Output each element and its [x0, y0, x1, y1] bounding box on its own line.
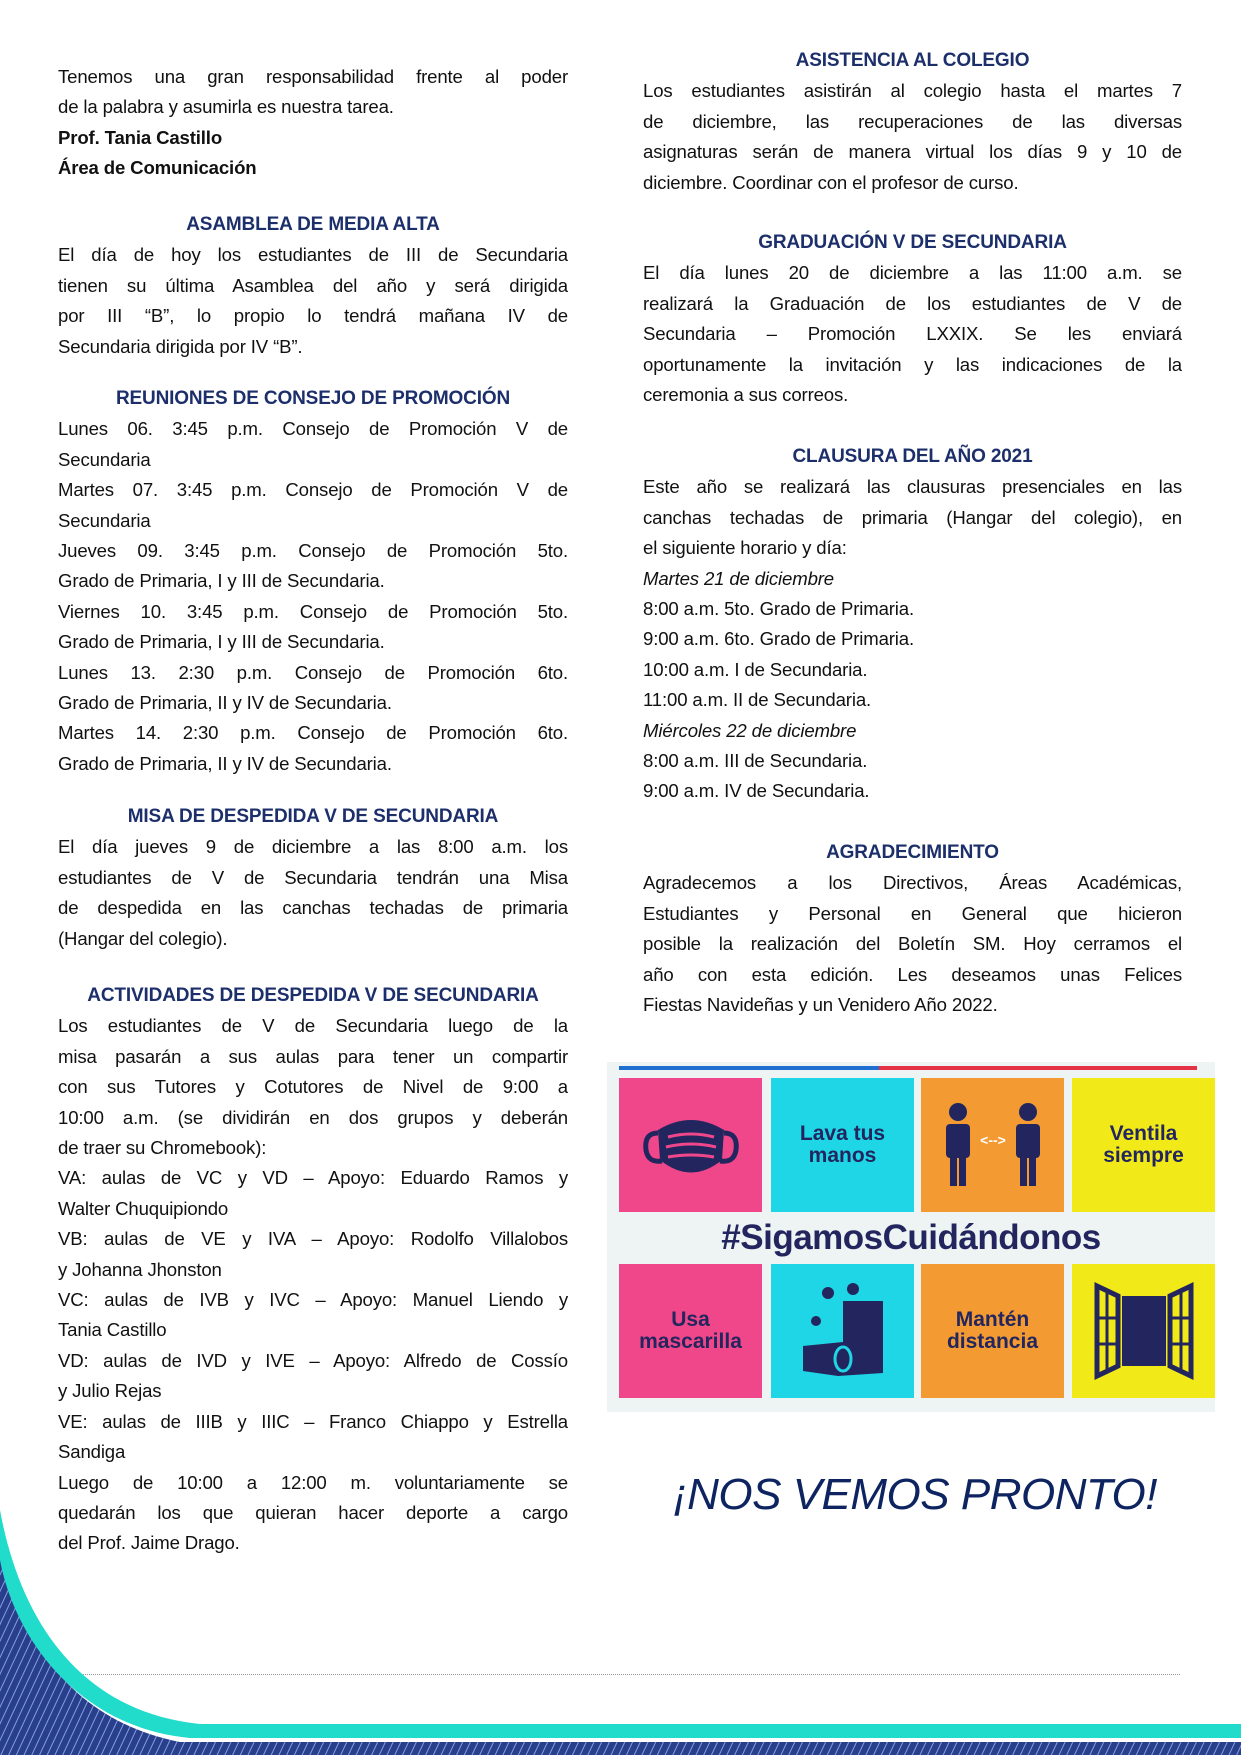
- text-line: misa pasarán a sus aulas para tener un compartir: [58, 1045, 568, 1067]
- text-line: quedarán los que quieran hacer deporte a cargo: [58, 1501, 568, 1523]
- text-line: Grado de Primaria, I y III de Secundaria.: [58, 570, 385, 592]
- text-line: Área de Comunicación: [58, 157, 257, 179]
- text-line: diciembre. Coordinar con el profesor de curso.: [643, 171, 1019, 193]
- poster-tile-label: Ventila siempre: [1072, 1078, 1215, 1212]
- text-line: Tenemos una gran responsabilidad frente al poder: [58, 66, 568, 87]
- text-line: de despedida en las canchas techadas de primaria: [58, 897, 568, 919]
- text-line: Martes 21 de diciembre: [643, 567, 834, 589]
- text-line: con sus Tutores y Cotutores de Nivel de 9:00 a: [58, 1076, 568, 1098]
- text-line: Grado de Primaria, II y IV de Secundaria.: [58, 752, 392, 774]
- text-line: Los estudiantes de V de Secundaria luego de la: [58, 1015, 568, 1037]
- section-heading: ASISTENCIA AL COLEGIO: [795, 50, 1030, 71]
- text-line: año con esta edición. Les deseamos unas Felices: [643, 963, 1182, 985]
- text-line: Tania Castillo: [58, 1319, 167, 1341]
- text-line: Martes 14. 2:30 p.m. Consejo de Promoción 6to.: [58, 722, 568, 744]
- closing-message: ¡NOS VEMOS PRONTO!: [672, 1470, 1158, 1519]
- text-line: 11:00 a.m. II de Secundaria.: [643, 689, 872, 711]
- text-line: Miércoles 22 de diciembre: [643, 719, 857, 741]
- text-line: 9:00 a.m. IV de Secundaria.: [643, 780, 870, 802]
- text-line: Secundaria – Promoción LXXIX. Se les enviará: [643, 323, 1182, 345]
- text-line: por III “B”, lo propio lo tendrá mañana IV de: [58, 305, 568, 327]
- text-line: Sandiga: [58, 1441, 126, 1463]
- text-line: 8:00 a.m. 5to. Grado de Primaria.: [643, 598, 914, 620]
- text-line: Viernes 10. 3:45 p.m. Consejo de Promoción 5to.: [58, 600, 568, 622]
- text-line: del Prof. Jaime Drago.: [58, 1532, 240, 1554]
- text-line: VA: aulas de VC y VD – Apoyo: Eduardo Ramos y: [58, 1167, 568, 1189]
- text-line: Walter Chuquipiondo: [58, 1197, 229, 1219]
- text-line: posible la realización del Boletín SM. Hoy cerramos el: [643, 933, 1182, 955]
- text-line: Luego de 10:00 a 12:00 m. voluntariamente se: [58, 1471, 568, 1493]
- text-line: Lunes 06. 3:45 p.m. Consejo de Promoción V de: [58, 418, 568, 440]
- text-line: realizará la Graduación de los estudiantes de V de: [643, 292, 1182, 314]
- text-line: VE: aulas de IIIB y IIIC – Franco Chiappo y Estrella: [58, 1410, 568, 1432]
- text-line: Agradecemos a los Directivos, Áreas Académicas,: [643, 872, 1182, 894]
- text-line: 10:00 a.m. (se dividirán en dos grupos y deberán: [58, 1106, 568, 1128]
- text-line: oportunamente la invitación y las indicaciones de la: [643, 353, 1182, 375]
- text-line: y Julio Rejas: [58, 1380, 162, 1402]
- text-line: Estudiantes y Personal en General que hicieron: [643, 902, 1182, 924]
- text-line: El día de hoy los estudiantes de III de Secundaria: [58, 244, 568, 266]
- text-line: Secundaria: [58, 448, 151, 470]
- text-line: 9:00 a.m. 6to. Grado de Primaria.: [643, 628, 914, 650]
- text-line: Los estudiantes asistirán al colegio hasta el martes 7: [643, 80, 1182, 102]
- text-line: Fiestas Navideñas y un Venidero Año 2022.: [643, 994, 998, 1016]
- section-heading: CLAUSURA DEL AÑO 2021: [792, 446, 1033, 467]
- text-line: VD: aulas de IVD y IVE – Apoyo: Alfredo de Cossío: [58, 1349, 568, 1371]
- text-line: Secundaria dirigida por IV “B”.: [58, 335, 303, 357]
- text-line: canchas techadas de primaria (Hangar del colegio), en: [643, 506, 1182, 528]
- section-heading: REUNIONES DE CONSEJO DE PROMOCIÓN: [115, 388, 511, 409]
- text-line: VB: aulas de VE y IVA – Apoyo: Rodolfo Villalobos: [58, 1228, 568, 1250]
- section-heading: ASAMBLEA DE MEDIA ALTA: [186, 214, 440, 235]
- text-line: y Johanna Jhonston: [58, 1258, 222, 1280]
- text-line: de la palabra y asumirla es nuestra tarea.: [58, 96, 394, 118]
- poster-tile-label: Usa mascarilla: [619, 1264, 762, 1398]
- text-line: Jueves 09. 3:45 p.m. Consejo de Promoción 5to.: [58, 540, 568, 562]
- text-line: asignaturas serán de manera virtual los días 9 y 10 de: [643, 141, 1182, 163]
- section-heading: ACTIVIDADES DE DESPEDIDA V DE SECUNDARIA: [87, 985, 539, 1006]
- text-line: Prof. Tania Castillo: [58, 126, 223, 148]
- text-line: 8:00 a.m. III de Secundaria.: [643, 750, 868, 772]
- text-line: de diciembre, las recuperaciones de las diversas: [643, 110, 1182, 132]
- text-line: el siguiente horario y día:: [643, 537, 847, 559]
- section-heading: AGRADECIMIENTO: [826, 842, 999, 863]
- text-line: Grado de Primaria, I y III de Secundaria.: [58, 631, 385, 653]
- text-line: tienen su última Asamblea del año y será dirigida: [58, 274, 568, 296]
- text-line: 10:00 a.m. I de Secundaria.: [643, 658, 868, 680]
- text-line: El día jueves 9 de diciembre a las 8:00 a.m. los: [58, 836, 568, 858]
- text-line: Martes 07. 3:45 p.m. Consejo de Promoción V de: [58, 479, 568, 501]
- section-heading: GRADUACIÓN V DE SECUNDARIA: [758, 232, 1067, 253]
- text-line: Grado de Primaria, II y IV de Secundaria.: [58, 692, 392, 714]
- text-line: El día lunes 20 de diciembre a las 11:00 a.m. se: [643, 262, 1182, 284]
- text-line: Lunes 13. 2:30 p.m. Consejo de Promoción 6to.: [58, 661, 568, 683]
- section-heading: MISA DE DESPEDIDA V DE SECUNDARIA: [127, 806, 499, 827]
- text-line: Secundaria: [58, 509, 151, 531]
- svg-text:<-->: <-->: [979, 1132, 1006, 1148]
- text-line: de traer su Chromebook):: [58, 1137, 267, 1159]
- text-line: Este año se realizará las clausuras presenciales en las: [643, 476, 1182, 498]
- poster-hashtag: #SigamosCuidándonos: [721, 1218, 1101, 1257]
- text-line: estudiantes de V de Secundaria tendrán una Misa: [58, 866, 568, 888]
- poster-tile-label: Lava tus manos: [771, 1078, 914, 1212]
- text-line: (Hangar del colegio).: [58, 927, 228, 949]
- text-line: ceremonia a sus correos.: [643, 384, 849, 406]
- text-line: VC: aulas de IVB y IVC – Apoyo: Manuel Liendo y: [58, 1289, 568, 1311]
- poster-tile-label: Mantén distancia: [921, 1264, 1064, 1398]
